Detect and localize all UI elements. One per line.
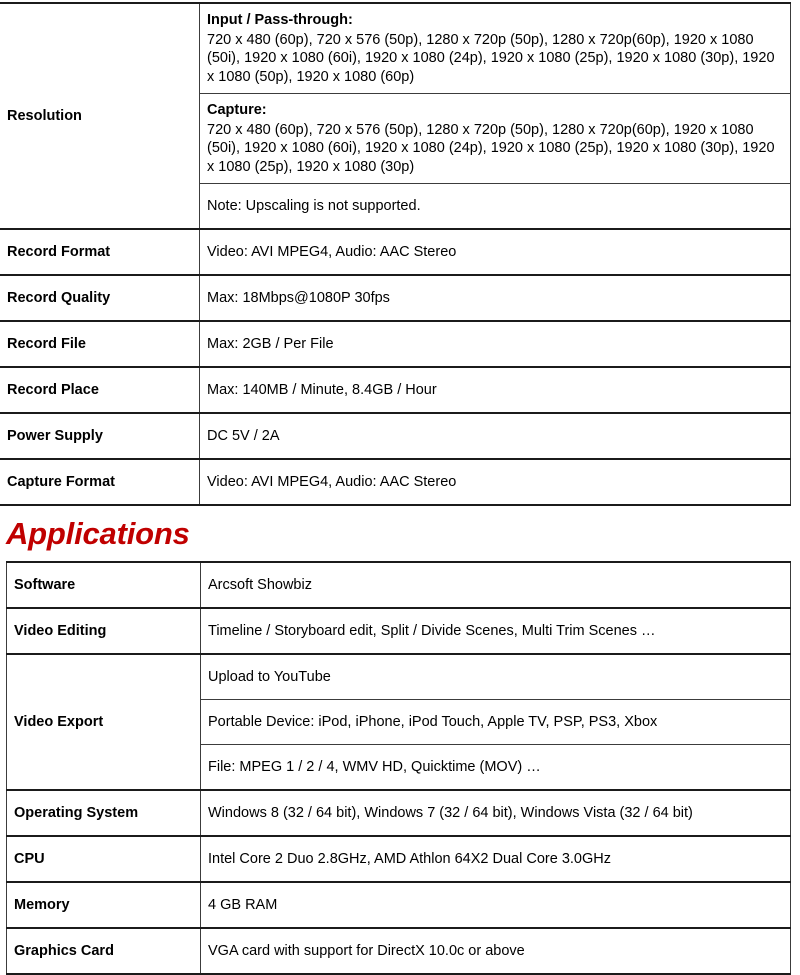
row-label-cpu: CPU <box>7 836 201 882</box>
table-row <box>7 562 791 608</box>
table-row <box>0 321 791 367</box>
table-row <box>7 608 791 654</box>
row-value-graphics-card: VGA card with support for DirectX 10.0c or above <box>201 928 791 974</box>
row-value-video-export-file: File: MPEG 1 / 2 / 4, WMV HD, Quicktime (MOV) … <box>201 745 791 791</box>
resolution-capture-cell <box>200 94 791 184</box>
specifications-table <box>0 2 791 506</box>
table-row <box>0 3 791 94</box>
row-value-cpu: Intel Core 2 Duo 2.8GHz, AMD Athlon 64X2 Dual Core 3.0GHz <box>201 836 791 882</box>
row-label-record-quality: Record Quality <box>0 275 200 321</box>
row-label-video-export: Video Export <box>7 654 201 790</box>
row-value-operating-system: Windows 8 (32 / 64 bit), Windows 7 (32 / 64 bit), Windows Vista (32 / 64 bit) <box>201 790 791 836</box>
row-value-memory: 4 GB RAM <box>201 882 791 928</box>
applications-table <box>6 561 791 975</box>
resolution-capture-values: 720 x 480 (60p), 720 x 576 (50p), 1280 x 720p (50p), 1280 x 720p(60p), 1920 x 1080 (50i), 1920 x 1080 (60i), 1920 x 1080 (24p), 1920 x 1080 (25p), 1920 x 1080 (30p), 1920 x 1080 (25p), 1920 x 1080 (30p) <box>207 121 775 175</box>
row-value-capture-format: Video: AVI MPEG4, Audio: AAC Stereo <box>200 459 791 505</box>
resolution-capture-heading: Capture: <box>207 102 267 119</box>
row-value-video-export-youtube: Upload to YouTube <box>201 654 791 700</box>
specifications-table-wrapper <box>0 2 791 506</box>
row-label-record-format: Record Format <box>0 229 200 275</box>
row-label-memory: Memory <box>7 882 201 928</box>
row-label-power-supply: Power Supply <box>0 413 200 459</box>
row-value-software: Arcsoft Showbiz <box>201 562 791 608</box>
table-row <box>7 928 791 974</box>
row-value-record-format: Video: AVI MPEG4, Audio: AAC Stereo <box>200 229 791 275</box>
resolution-input-cell <box>200 3 791 94</box>
row-value-video-export-portable: Portable Device: iPod, iPhone, iPod Touch, Apple TV, PSP, PS3, Xbox <box>201 700 791 745</box>
applications-section-heading: Applications <box>6 516 190 551</box>
row-label-record-place: Record Place <box>0 367 200 413</box>
row-value-record-quality: Max: 18Mbps@1080P 30fps <box>200 275 791 321</box>
row-label-video-editing: Video Editing <box>7 608 201 654</box>
table-row <box>0 367 791 413</box>
row-label-graphics-card: Graphics Card <box>7 928 201 974</box>
table-row <box>7 654 791 700</box>
resolution-input-values: 720 x 480 (60p), 720 x 576 (50p), 1280 x 720p (50p), 1280 x 720p(60p), 1920 x 1080 (50i), 1920 x 1080 (60i), 1920 x 1080 (24p), 1920 x 1080 (25p), 1920 x 1080 (30p), 1920 x 1080 (50p), 1920 x 1080 (60p) <box>207 31 775 85</box>
table-row <box>0 229 791 275</box>
row-value-record-file: Max: 2GB / Per File <box>200 321 791 367</box>
row-value-power-supply: DC 5V / 2A <box>200 413 791 459</box>
row-label-software: Software <box>7 562 201 608</box>
row-label-operating-system: Operating System <box>7 790 201 836</box>
resolution-input-heading: Input / Pass-through: <box>207 12 353 28</box>
row-value-video-editing: Timeline / Storyboard edit, Split / Divide Scenes, Multi Trim Scenes … <box>201 608 791 654</box>
row-value-record-place: Max: 140MB / Minute, 8.4GB / Hour <box>200 367 791 413</box>
table-row <box>0 275 791 321</box>
table-row <box>0 459 791 505</box>
table-row <box>0 413 791 459</box>
table-row <box>7 882 791 928</box>
table-row <box>7 836 791 882</box>
resolution-note: Note: Upscaling is not supported. <box>200 184 791 230</box>
table-row <box>7 790 791 836</box>
row-label-record-file: Record File <box>0 321 200 367</box>
row-label-capture-format: Capture Format <box>0 459 200 505</box>
row-label-resolution: Resolution <box>0 3 200 229</box>
applications-table-wrapper <box>6 561 791 975</box>
